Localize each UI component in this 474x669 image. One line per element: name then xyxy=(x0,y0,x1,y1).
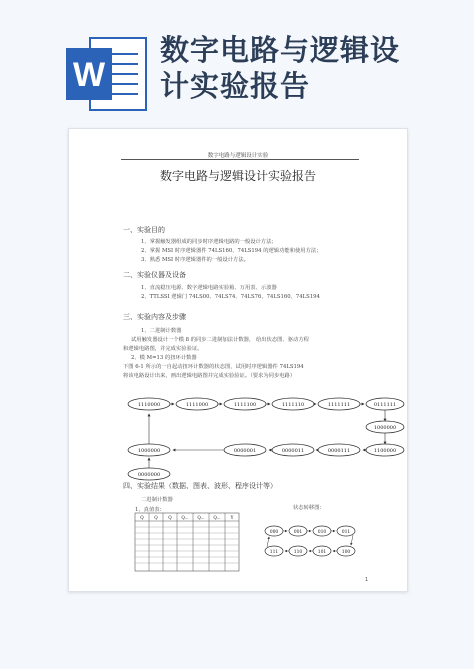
ring-counter-state-diagram xyxy=(69,129,407,591)
state-label: 1111110 xyxy=(281,402,305,408)
state-label: 1111111 xyxy=(327,402,351,408)
word-icon-letter: W xyxy=(72,56,106,94)
s4-sub: 二进制计数器 xyxy=(141,497,173,503)
state-label: 1110000 xyxy=(137,402,161,408)
doc-running-header: 数字电路与逻辑设计实验 xyxy=(207,153,269,159)
state-label: 0000111 xyxy=(327,448,351,454)
document-page xyxy=(68,128,408,592)
binary-state-label: 111 xyxy=(269,550,279,555)
binary-state-label: 101 xyxy=(317,550,327,555)
state-label: 0111111 xyxy=(373,402,397,408)
truth-header: Q xyxy=(140,515,144,520)
truth-header: Q... xyxy=(213,515,221,520)
truth-header: Q xyxy=(168,515,172,520)
binary-state-label: 010 xyxy=(317,530,327,535)
s2-item-1: 1、直流稳压电源、数字逻辑电路实验箱、万用表、示波器 xyxy=(141,285,277,291)
binary-state-label: 001 xyxy=(293,530,303,535)
section-4-heading: 四、实验结果（数据、图表、波形、程序设计等） xyxy=(123,482,277,490)
binary-state-label: 000 xyxy=(269,530,279,535)
banner xyxy=(0,0,474,118)
state-diagram-label: 状态转移图： xyxy=(293,505,325,511)
state-label: 0000000 xyxy=(137,472,161,478)
binary-state-label: 100 xyxy=(341,550,351,555)
s2-item-2: 2、TTLSSI 逻辑门 74LS00、74LS74、74LS76、74LS160、74LS194 xyxy=(141,294,320,300)
banner-title-line2: 计实验报告 xyxy=(160,69,311,103)
binary-state-label: 011 xyxy=(341,530,351,535)
state-label: 0000001 xyxy=(233,448,257,454)
s1-item-3: 3、熟悉 MSI 时序逻辑器件的一般设计方法。 xyxy=(141,257,249,263)
truth-header: Q... xyxy=(197,515,205,520)
s3-para-2b: 将该电路设计出来，画出逻辑电路图并完成实验验证。（要求为同步电路） xyxy=(123,373,296,379)
binary-state-label: 110 xyxy=(293,550,303,555)
word-document-icon xyxy=(64,36,150,112)
s1-item-1: 1、掌握触发器组成的同步时序逻辑电路的一般设计方法； xyxy=(141,239,277,245)
section-2-heading: 二、实验仪器及设备 xyxy=(123,271,186,279)
section-1-heading: 一、实验目的 xyxy=(123,226,165,234)
doc-title: 数字电路与逻辑设计实验报告 xyxy=(159,169,316,183)
banner-title-line1: 数字电路与逻辑设 xyxy=(160,33,401,67)
s3-sub-2: 2、模 M=13 的扭环计数器 xyxy=(131,355,197,361)
page-number: 1 xyxy=(365,577,369,583)
state-label: 1111100 xyxy=(233,402,257,408)
s3-para-1a: 试用触发器设计一个模 8 的同步二进制加法计数器， 给出状态图、驱动方程 xyxy=(131,337,309,343)
state-label: 1111000 xyxy=(185,402,209,408)
truth-header: Y xyxy=(230,515,234,520)
state-label: 1000000 xyxy=(373,425,397,431)
truth-table xyxy=(135,513,239,571)
truth-header: Q... xyxy=(181,515,189,520)
truth-table-label: 1、真值表： xyxy=(135,507,165,513)
s3-para-2a: 下图 6-1 所示的一自起动扭环计数器的状态图，试用时序逻辑器件 74LS194 xyxy=(123,364,304,370)
binary-state-diagram xyxy=(265,526,355,556)
state-label: 1000000 xyxy=(137,448,161,454)
s3-para-1b: 和逻辑电路图，并完成实验验证。 xyxy=(123,346,203,352)
section-3-heading: 三、实验内容及步骤 xyxy=(123,313,186,321)
state-label: 1100000 xyxy=(373,448,397,454)
s3-sub-1: 1、二进制计数器 xyxy=(141,328,182,334)
state-label: 0000011 xyxy=(281,448,305,454)
truth-header: Q xyxy=(154,515,158,520)
s1-item-2: 2、掌握 MSI 时序逻辑器件 74LS160、74LS194 的逻辑功能和使用方法； xyxy=(141,248,322,254)
